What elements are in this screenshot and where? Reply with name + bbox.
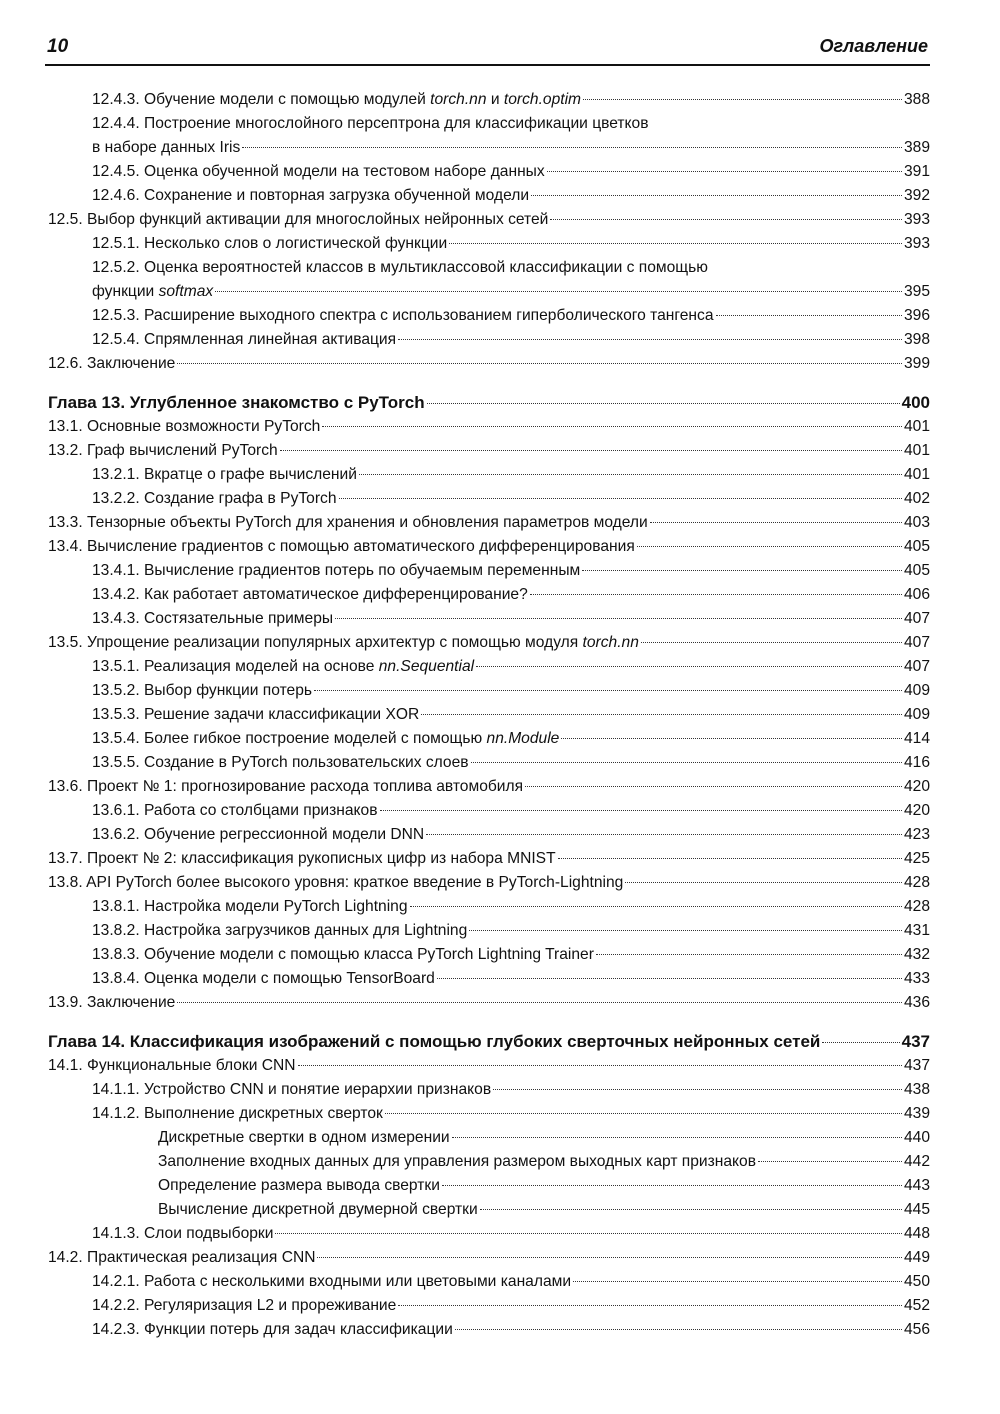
toc-page-number: 438 [903,1081,930,1098]
toc-page-number: 440 [903,1129,930,1146]
dot-leader [650,522,902,523]
toc-entry-title: Дискретные свертки в одном измерении [158,1129,450,1146]
toc-page-number: 437 [901,1032,930,1051]
toc-entry-title: 13.5.3. Решение задачи классификации XOR [92,706,420,723]
toc-page-number: 391 [903,163,930,180]
toc-page-number: 396 [903,307,930,324]
toc-entry[interactable] [48,160,930,184]
dot-leader [317,1257,901,1258]
toc-entry-title: 13.4. Вычисление градиентов с помощью автоматического дифференцирования [48,538,635,555]
dot-leader [339,498,902,499]
toc-entry-title: Глава 13. Углубленное знакомство с PyTorch [48,393,425,412]
dot-leader [469,930,902,931]
toc-entry[interactable] [48,328,930,352]
dot-leader [480,1209,902,1210]
toc-entry[interactable] [48,655,930,679]
dot-leader [582,570,902,571]
toc-entry[interactable] [48,967,930,991]
dot-leader [410,906,902,907]
dot-leader [550,219,902,220]
toc-entry-title: 12.6. Заключение [48,355,176,372]
toc-entry[interactable] [48,88,930,112]
toc-entry[interactable] [48,559,930,583]
dot-leader [177,1002,902,1003]
toc-entry-title: 12.5. Выбор функций активации для многослойных нейронных сетей [48,211,549,228]
toc-page-number: 432 [903,946,930,963]
toc-entry-title-italic: nn.Sequential [378,658,475,675]
toc-entry-title: 13.2. Граф вычислений PyTorch [48,442,278,459]
toc-page-number: 449 [903,1249,930,1266]
toc-entry-title: 12.5.2. Оценка вероятностей классов в мультиклассовой классификации с помощью [92,259,708,276]
toc-page-number: 388 [903,91,930,108]
toc-entry[interactable] [48,943,930,967]
toc-entry[interactable] [48,1126,930,1150]
toc-entry-title: 13.8.3. Обучение модели с помощью класса PyTorch Lightning Trainer [92,946,594,963]
toc-entry-title: 12.4.4. Построение многослойного персептрона для классификации цветков [92,115,649,132]
toc-entry[interactable] [48,511,930,535]
toc-entry-title-italic: torch.nn [430,91,487,108]
toc-entry-title: 14.1. Функциональные блоки CNN [48,1057,296,1074]
toc-page-number: 393 [903,235,930,252]
toc-entry[interactable] [48,919,930,943]
toc-page-number: 401 [903,442,930,459]
toc-entry[interactable] [48,1318,930,1342]
toc-entry-title: 13.8.4. Оценка модели с помощью TensorBoard [92,970,435,987]
toc-entry-title: 13.6. Проект № 1: прогнозирование расхода топлива автомобиля [48,778,524,795]
toc-page-number: 443 [903,1177,930,1194]
toc-entry-title: Вычисление дискретной двумерной свертки [158,1201,478,1218]
toc-page-number: 400 [901,393,930,412]
toc-entry-title: 13.5.5. Создание в PyTorch пользовательских слоев [92,754,469,771]
toc-page-number: 414 [903,730,930,747]
dot-leader [177,363,902,364]
toc-page-number: 442 [903,1153,930,1170]
toc-entry[interactable] [48,823,930,847]
toc-entry-title-cont: функции [92,283,159,300]
toc-page-number: 409 [903,682,930,699]
dot-leader [637,546,902,547]
toc-page-number: 420 [903,778,930,795]
dot-leader [530,594,902,595]
toc-page-number: 448 [903,1225,930,1242]
toc-entry-title: 13.4.2. Как работает автоматическое дифференцирование? [92,586,528,603]
toc-entry[interactable] [48,112,930,160]
toc-entry[interactable] [48,415,930,439]
toc-entry[interactable] [48,439,930,463]
toc-entry[interactable] [48,1102,930,1126]
toc-entry-title: 14.2.1. Работа с несколькими входными или цветовыми каналами [92,1273,572,1290]
toc-entry[interactable] [48,304,930,328]
toc-entry-title: 13.3. Тензорные объекты PyTorch для хранения и обновления параметров модели [48,514,648,531]
toc-page-number: 423 [903,826,930,843]
toc-entry-title: Глава 14. Классификация изображений с помощью глубоких сверточных нейронных сетей [48,1032,821,1051]
toc-entry[interactable] [48,799,930,823]
toc-page-number: 406 [903,586,930,603]
toc-page-number: 402 [903,490,930,507]
toc-entry-title: 12.4.5. Оценка обученной модели на тестовом наборе данных [92,163,545,180]
toc-page-number: 403 [903,514,930,531]
toc-entry-title: Заполнение входных данных для управления размером выходных карт признаков [158,1153,757,1170]
toc-entry[interactable] [48,607,930,631]
toc-entry[interactable] [48,463,930,487]
toc-page-number: 399 [903,355,930,372]
toc-entry[interactable] [48,1270,930,1294]
page-number: 10 [47,36,69,57]
toc-entry-title: 13.7. Проект № 2: классификация рукописных цифр из набора MNIST [48,850,556,867]
toc-entry-title: 13.5.4. Более гибкое построение моделей с помощью [92,730,487,747]
toc-entry-title-italic: torch.optim [503,91,582,108]
dot-leader [471,762,902,763]
dot-leader [437,978,902,979]
toc-entry-title: 14.2.3. Функции потерь для задач классификации [92,1321,453,1338]
toc-entry-title: 12.5.4. Спрямленная линейная активация [92,331,397,348]
toc-entry[interactable] [48,847,930,871]
toc-entry[interactable] [48,703,930,727]
dot-leader [215,291,902,292]
toc-entry[interactable] [48,1174,930,1198]
toc-entry-title: 14.1.3. Слои подвыборки [92,1225,274,1242]
dot-leader [452,1137,902,1138]
toc-entry[interactable] [48,775,930,799]
toc-entry-title: 13.5.2. Выбор функции потерь [92,682,313,699]
toc-entry-title: 13.8.2. Настройка загрузчиков данных для Lightning [92,922,468,939]
toc-page-number: 398 [903,331,930,348]
dot-leader [442,1185,902,1186]
dot-leader [625,882,902,883]
dot-leader [596,954,902,955]
toc-entry-title: 13.6.1. Работа со столбцами признаков [92,802,378,819]
toc-entry[interactable] [48,487,930,511]
dot-leader [822,1042,899,1043]
dot-leader [558,858,902,859]
toc-entry[interactable] [48,991,930,1015]
toc-entry[interactable] [48,871,930,895]
toc-entry-title: 13.2.2. Создание графа в PyTorch [92,490,337,507]
dot-leader [525,786,902,787]
toc-page-number: 407 [903,658,930,675]
toc-entry[interactable] [48,1246,930,1270]
dot-leader [758,1161,902,1162]
toc-page-number: 405 [903,538,930,555]
dot-leader [280,450,902,451]
toc-entry-title: 13.4.3. Состязательные примеры [92,610,334,627]
toc-page-number: 436 [903,994,930,1011]
toc-entry-title: 13.8. API PyTorch более высокого уровня: краткое введение в PyTorch-Lightning [48,874,624,891]
toc-page-number: 416 [903,754,930,771]
dot-leader [421,714,902,715]
toc-entry[interactable] [48,184,930,208]
toc-page-number: 407 [903,610,930,627]
toc-entry[interactable] [48,1078,930,1102]
toc-entry[interactable] [48,1198,930,1222]
toc-page-number: 437 [903,1057,930,1074]
toc-entry-title: 12.4.3. Обучение модели с помощью модулей [92,91,431,108]
toc-entry-title: 12.5.3. Расширение выходного спектра с использованием гиперболического тангенса [92,307,714,324]
toc-page-number: 431 [903,922,930,939]
toc-entry[interactable] [48,895,930,919]
toc-entry-title-cont: в наборе данных Iris [92,139,241,156]
dot-leader [298,1065,902,1066]
toc-page-number: 389 [903,139,930,156]
dot-leader [573,1281,902,1282]
toc-entry-title: 13.8.1. Настройка модели PyTorch Lightning [92,898,408,915]
dot-leader [322,426,902,427]
dot-leader [380,810,902,811]
toc-entry-title: 14.1.1. Устройство CNN и понятие иерархии признаков [92,1081,492,1098]
dot-leader [385,1113,902,1114]
dot-leader [716,315,902,316]
toc-page-number: 395 [903,283,930,300]
page-header [45,30,930,66]
toc-entry-title: 13.4.1. Вычисление градиентов потерь по обучаемым переменным [92,562,581,579]
dot-leader [314,690,902,691]
dot-leader [641,642,902,643]
toc-entry[interactable] [48,1150,930,1174]
toc-page-number: 401 [903,466,930,483]
toc-entry-title: 13.5. Упрощение реализации популярных архитектур с помощью модуля [48,634,583,651]
toc-entry-title: 12.5.1. Несколько слов о логистической функции [92,235,448,252]
toc-entry[interactable] [48,352,930,376]
toc-page-number: 401 [903,418,930,435]
running-title: Оглавление [819,36,928,56]
toc-page-number: 425 [903,850,930,867]
toc-entry-title-italic: nn.Module [486,730,560,747]
dot-leader [426,834,902,835]
dot-leader [455,1329,902,1330]
dot-leader [493,1089,902,1090]
toc-entry[interactable] [48,535,930,559]
dot-leader [335,618,902,619]
toc-entry[interactable] [48,583,930,607]
toc-entry-title: 13.6.2. Обучение регрессионной модели DNN [92,826,425,843]
toc-chapter[interactable] [48,1029,930,1054]
toc-entry-title-part: и [486,91,504,108]
toc-entry-title: 13.2.1. Вкратце о графе вычислений [92,466,357,483]
toc-entry[interactable] [48,727,930,751]
toc-entry[interactable] [48,631,930,655]
dot-leader [242,147,902,148]
toc-page-number: 439 [903,1105,930,1122]
dot-leader [476,666,902,667]
toc-entry[interactable] [48,1054,930,1078]
toc-entry-title-italic: torch.nn [582,634,639,651]
dot-leader [427,403,900,404]
toc-entry-title: 12.4.6. Сохранение и повторная загрузка обученной модели [92,187,530,204]
toc-entry[interactable] [48,1222,930,1246]
toc-page-number: 392 [903,187,930,204]
dot-leader [275,1233,902,1234]
dot-leader [398,1305,902,1306]
toc-entry-title: 13.5.1. Реализация моделей на основе [92,658,379,675]
toc-entry[interactable] [48,256,930,304]
toc-page-number: 405 [903,562,930,579]
dot-leader [561,738,902,739]
toc-page-number: 407 [903,634,930,651]
toc-entry-title-italic: softmax [158,283,214,300]
toc-entry-title: 13.1. Основные возможности PyTorch [48,418,321,435]
dot-leader [547,171,902,172]
dot-leader [398,339,902,340]
toc-page-number: 450 [903,1273,930,1290]
toc-page-number: 456 [903,1321,930,1338]
toc-entry-title: 13.9. Заключение [48,994,176,1011]
toc-entry-title: 14.1.2. Выполнение дискретных сверток [92,1105,383,1122]
toc-page-number: 420 [903,802,930,819]
toc-page-number: 409 [903,706,930,723]
toc-entry-title: 14.2.2. Регуляризация L2 и прореживание [92,1297,397,1314]
toc-entry[interactable] [48,208,930,232]
toc-page-number: 445 [903,1201,930,1218]
toc-entry[interactable] [48,1294,930,1318]
toc-entry-title: 14.2. Практическая реализация CNN [48,1249,316,1266]
toc-chapter[interactable] [48,390,930,415]
toc-entry[interactable] [48,751,930,775]
dot-leader [359,474,902,475]
toc-page-number: 452 [903,1297,930,1314]
toc-page-number: 428 [903,898,930,915]
table-of-contents [48,88,930,1342]
dot-leader [583,99,902,100]
toc-entry-title: Определение размера вывода свертки [158,1177,440,1194]
dot-leader [531,195,902,196]
toc-page-number: 433 [903,970,930,987]
toc-page-number: 393 [903,211,930,228]
toc-page-number: 428 [903,874,930,891]
toc-entry[interactable] [48,679,930,703]
dot-leader [449,243,902,244]
toc-entry[interactable] [48,232,930,256]
